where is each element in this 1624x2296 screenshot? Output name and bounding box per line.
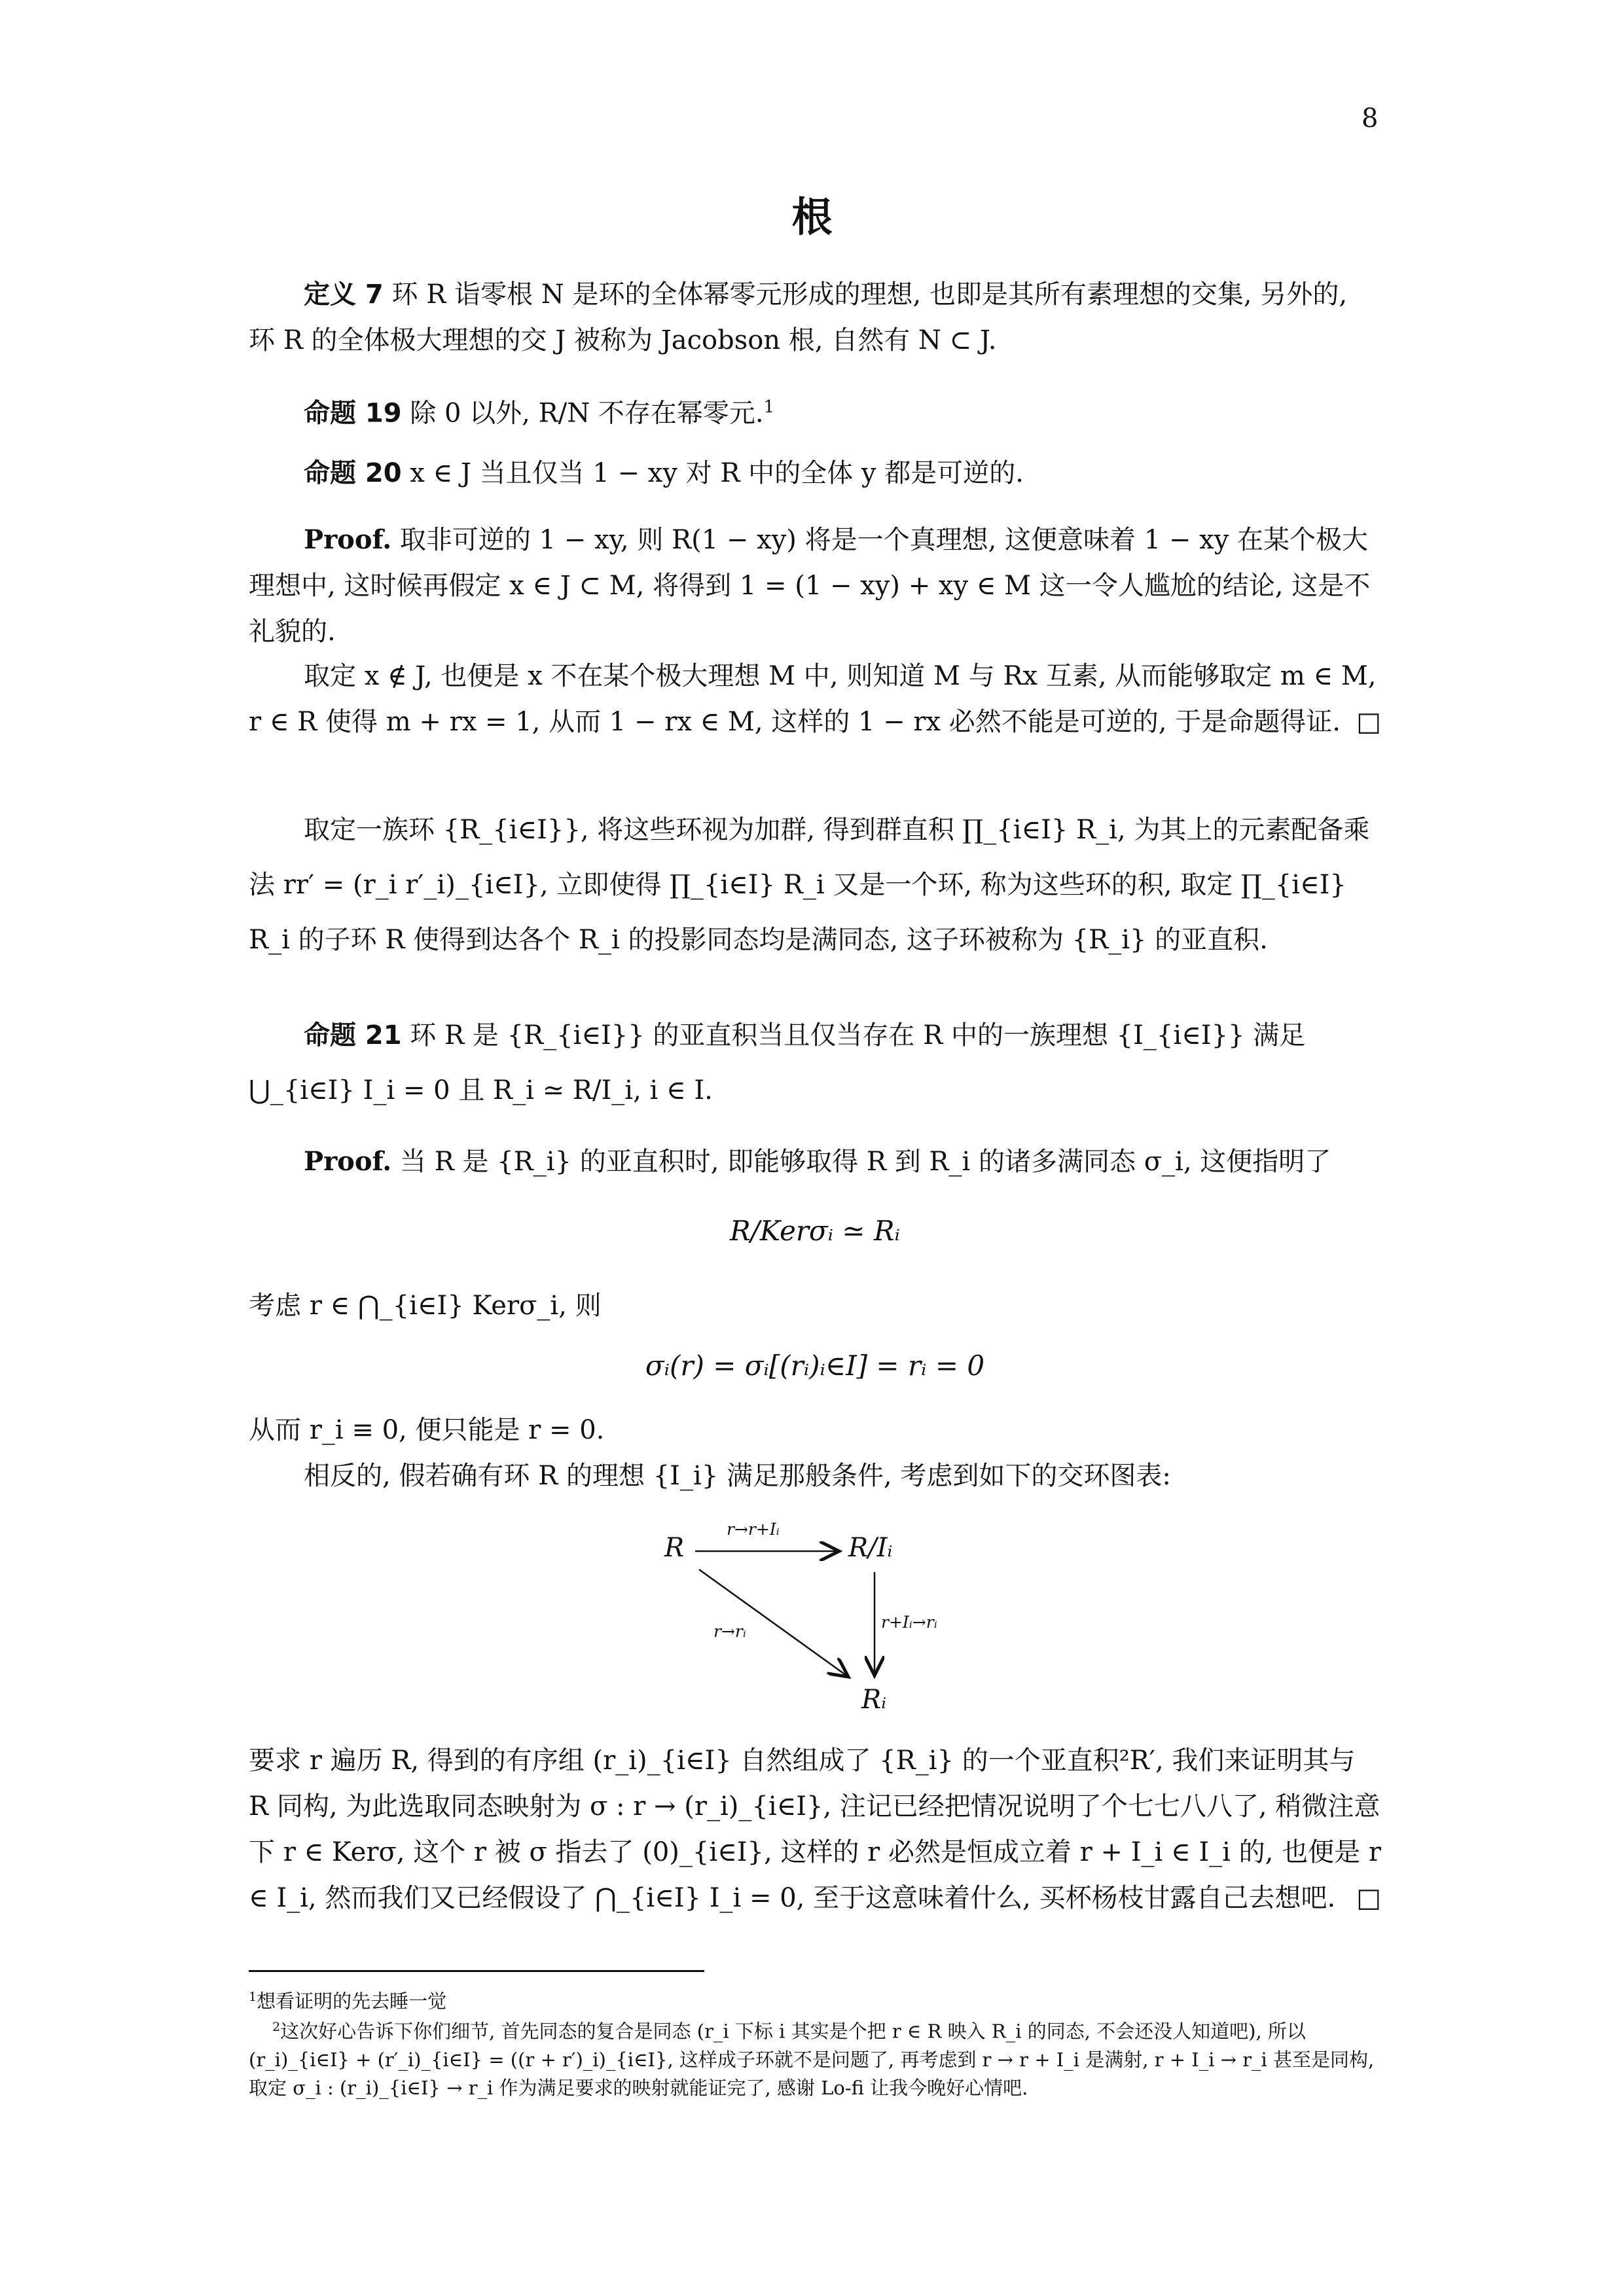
- definition-7-text: 环 R 诣零根 N 是环的全体幂零元形成的理想, 也即是其所有素理想的交集, 另外的, 环 R 的全体极大理想的交 J 被称为 Jacobson 根, 自然有 N ⊂ J.: [249, 279, 1348, 355]
- equation-sigma: σᵢ(r) = σᵢ[(rᵢ)ᵢ∈I] = rᵢ = 0: [645, 1350, 985, 1382]
- footnote-1-text: 想看证明的先去睡一觉: [257, 1990, 447, 2013]
- proof-20-text-1: 取非可逆的 1 − xy, 则 R(1 − xy) 将是一个真理想, 这便意味着 1 − xy 在某个极大理想中, 这时候再假定 x ∈ J ⊂ M, 将得到 1 = (1 − xy) + xy ∈ M 这一令人尴尬的结论, 这是不礼貌的.: [249, 525, 1371, 647]
- footnote-2-text: 这次好心告诉下你们细节, 首先同态的复合是同态 (r_i 下标 i 其实是个把 r ∈ R 映入 R_i 的同态, 不会还没人知道吧), 所以 (r_i)_{i∈I} + (r′_i)_{i∈I} = ((r + r′)_i)_{i∈I}, 这样成子环就不是问题了, 再考虑到 r → r + I_i 是满射, r + I_i → r_i 甚至是同构, 取定 σ_i : (r_i)_{i∈I} → r_i 作为满足要求的映射就能证完了, 感谢 Lo-fi 让我今晚好心情吧.: [249, 2020, 1375, 2099]
- proof-21-text-5: 要求 r 遍历 R, 得到的有序组 (r_i)_{i∈I} 自然组成了 {R_i} 的一个亚直积²R′, 我们来证明其与 R 同构, 为此选取同态映射为 σ : r → (r_i)_{i∈I}, 注记已经把情况说明了个七七八八了, 稍微注意下 r ∈ Kerσ, 这个 r 被 σ 指去了 (0)_{i∈I}, 这样的 r 必然是恒成立着 r + I_i ∈ I_i 的, 也便是 r ∈ I_i, 然而我们又已经假设了 ⋂_{i∈I} I_i = 0, 至于这意味着什么, 买杯杨枝甘露自己去想吧.: [249, 1746, 1381, 1913]
- diagram-label-top: r→r+Iᵢ: [727, 1520, 780, 1539]
- definition-7-label: 定义 7: [304, 279, 384, 310]
- proposition-19-text: 除 0 以外, R/N 不存在幂零元.: [401, 398, 764, 429]
- qed-symbol-2: □: [1356, 1883, 1381, 1913]
- proof-21-label: Proof.: [304, 1146, 392, 1177]
- diagram-label-diagonal: r→rᵢ: [713, 1622, 746, 1641]
- diagram-node-R: R: [664, 1533, 685, 1563]
- diagram-node-R-over-I: R/Iᵢ: [848, 1533, 893, 1563]
- footnote-1-mark: 1: [249, 1990, 257, 2004]
- footnote-2: [249, 2013, 1381, 2102]
- footnote-2-mark: 2: [272, 2020, 281, 2034]
- qed-symbol: □: [1356, 707, 1381, 737]
- proof-21-text-2: 考虑 r ∈ ⋂_{i∈I} Kerσ_i, 则: [249, 1291, 602, 1321]
- subdirect-product-text: 取定一族环 {R_{i∈I}}, 将这些环视为加群, 得到群直积 ∏_{i∈I} R_i, 为其上的元素配备乘法 rr′ = (r_i r′_i)_{i∈I}, 立即使得 ∏_{i∈I} R_i 又是一个环, 称为这些环的积, 取定 ∏_{i∈I} R_i 的子环 R 使得到达各个 R_i 的投影同态均是满同态, 这子环被称为 {R_i} 的亚直积.: [249, 815, 1370, 955]
- diagram-label-vertical: r+Iᵢ→rᵢ: [881, 1613, 937, 1632]
- proof-21-text-4: 相反的, 假若确有环 R 的理想 {I_i} 满足那般条件, 考虑到如下的交环图表:: [304, 1461, 1171, 1491]
- proof-21-text-1: 当 R 是 {R_i} 的亚直积时, 即能够取得 R 到 R_i 的诸多满同态 σ_i, 这便指明了: [391, 1147, 1331, 1177]
- equation-quotient-iso: R/Kerσᵢ ≃ Rᵢ: [729, 1215, 901, 1247]
- diagram-node-Ri: Rᵢ: [861, 1685, 887, 1715]
- proposition-21-text: 环 R 是 {R_{i∈I}} 的亚直积当且仅当存在 R 中的一族理想 {I_{i∈I}} 满足 ⋃_{i∈I} I_i = 0 且 R_i ≃ R/I_i, i ∈ I.: [249, 1020, 1306, 1105]
- page-number: 8: [1362, 103, 1379, 134]
- proof-21-text-3: 从而 r_i ≡ 0, 便只能是 r = 0.: [249, 1415, 605, 1445]
- proposition-20-label: 命题 20: [304, 458, 402, 488]
- footnote-ref-1: 1: [763, 397, 775, 417]
- proof-20-label: Proof.: [304, 524, 392, 555]
- proposition-19-label: 命题 19: [304, 398, 402, 429]
- footnote-rule: [249, 1970, 704, 1972]
- proposition-20-text: x ∈ J 当且仅当 1 − xy 对 R 中的全体 y 都是可逆的.: [401, 458, 1024, 488]
- proof-21-paragraph-final: [249, 1738, 1381, 1921]
- footnote-1: [249, 1983, 1381, 2016]
- proof-20-text-2: 取定 x ∉ J, 也便是 x 不在某个极大理想 M 中, 则知道 M 与 Rx 互素, 从而能够取定 m ∈ M, r ∈ R 使得 m + rx = 1, 从而 1 − rx ∈ M, 这样的 1 − rx 必然不能是可逆的, 于是命题得证.: [249, 661, 1377, 737]
- section-title: 根: [791, 193, 833, 241]
- proposition-21-label: 命题 21: [304, 1020, 402, 1050]
